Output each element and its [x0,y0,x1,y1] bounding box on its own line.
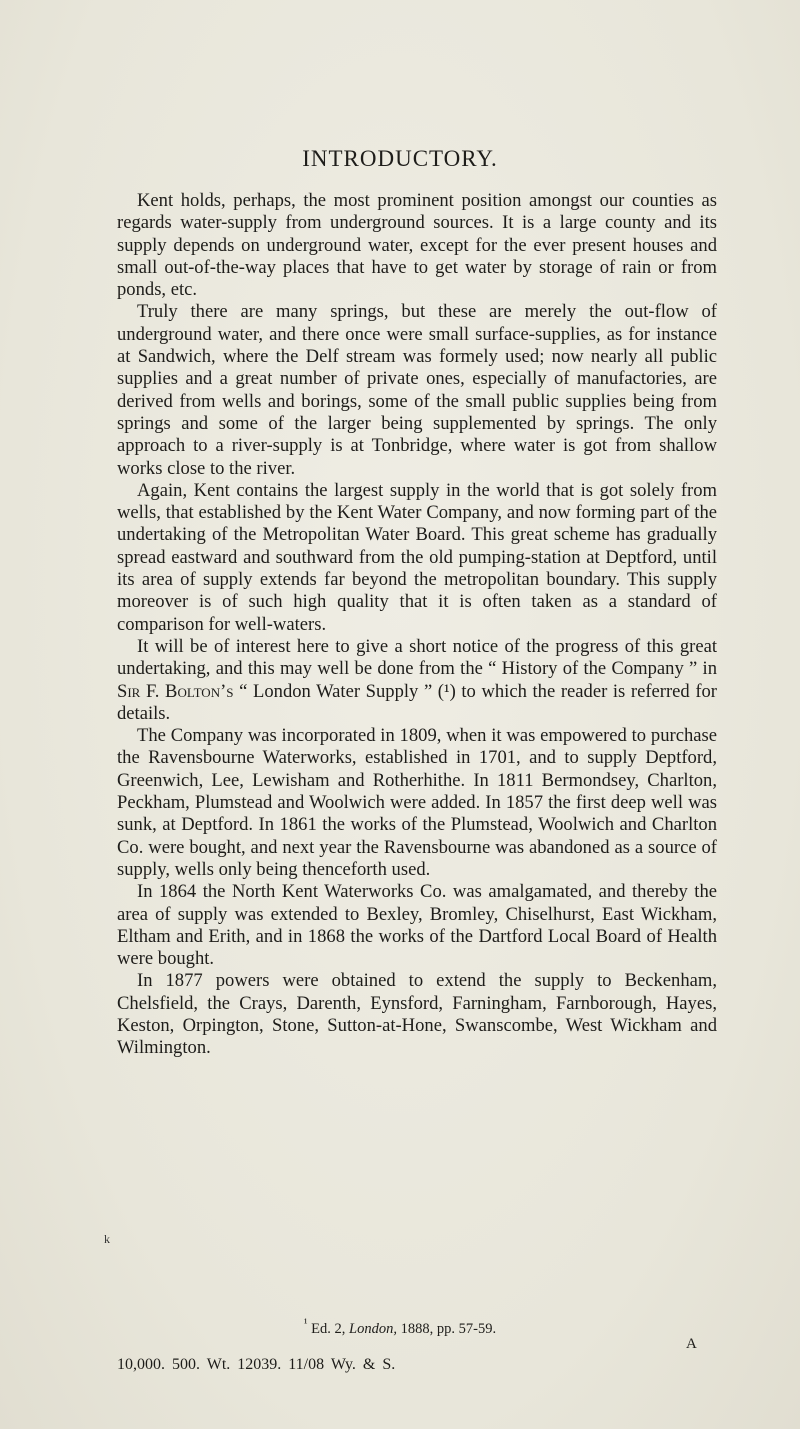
signature-mark: A [686,1336,697,1352]
paragraph-4-text-after: “ London Water Supply ” (¹) to which the reader is referred for details. [117,680,717,724]
body-text [117,190,717,1060]
paragraph-4-text-before: It will be of interest here to give a short notice of the progress of this great undertaking, and this may well be done from the “ History of the Company ” in [117,635,717,680]
margin-mark: k [104,1232,110,1246]
footnote-text-before: Ed. 2, [307,1320,350,1337]
printer-line: 10,000. 500. Wt. 12039. 11/08 Wy. & S. [117,1356,396,1373]
page-title: INTRODUCTORY. [302,146,498,171]
footnote-marker: ¹ [303,1316,308,1330]
paragraph-7: In 1877 powers were obtained to extend the supply to Beckenham, Chelsfield, the Crays, Darenth, Eynsford, Farningham, Farnborough, Hayes, Keston, Orpington, Stone, Sutton-at-Hone, Swanscombe, West Wickham and Wilmington. [117,970,717,1059]
paragraph-5: The Company was incorporated in 1809, when it was empowered to purchase the Ravensbourne Waterworks, established in 1701, and to supply Deptford, Greenwich, Lee, Lewisham and Rotherhithe. In 1811 Bermondsey, Charlton, Peckham, Plumstead and Woolwich were added. In 1857 the first deep well was sunk, at Deptford. In 1861 the works of the Plumstead, Woolwich and Charlton Co. were bought, and next year the Ravensbourne was abandoned as a source of supply, wells only being thenceforth used. [117,725,717,880]
footnote [0,1316,800,1338]
paragraph-1: Kent holds, perhaps, the most prominent position amongst our counties as regards water-supply from underground sources. It is a large county and its supply depends on underground water, except for the ever present houses and small out-of-the-way places that have to get water by storage of rain or from ponds, etc. [117,190,717,301]
paragraph-2: Truly there are many springs, but these are merely the out-flow of underground water, and there once were small surface-supplies, as for instance at Sandwich, where the Delf stream was formely used; now nearly all public supplies and a great number of private ones, especially of manufactories, are derived from wells and borings, some of the small public supplies being from springs and some of the larger being supplemented by springs. The only approach to a river-supply is at Tonbridge, where water is got from shallow works close to the river. [117,301,717,479]
footnote-italic: London, [349,1320,397,1337]
footnote-text-after: 1888, pp. 57-59. [396,1320,497,1337]
paragraph-4 [117,636,717,725]
paragraph-6: In 1864 the North Kent Waterworks Co. was amalgamated, and thereby the area of supply was extended to Bexley, Bromley, Chiselhurst, East Wickham, Eltham and Erith, and in 1868 the works of the Dartford Local Board of Health were bought. [117,881,717,970]
author-reference: Sir F. Bolton’s [117,680,234,702]
paragraph-3: Again, Kent contains the largest supply in the world that is got solely from wells, that established by the Kent Water Company, and now forming part of the undertaking of the Metropolitan Water Board. This great scheme has gradually spread eastward and southward from the old pumping-station at Deptford, until its area of supply extends far beyond the metropolitan boundary. This supply moreover is of such high quality that it is often taken as a standard of comparison for well-waters. [117,479,717,635]
